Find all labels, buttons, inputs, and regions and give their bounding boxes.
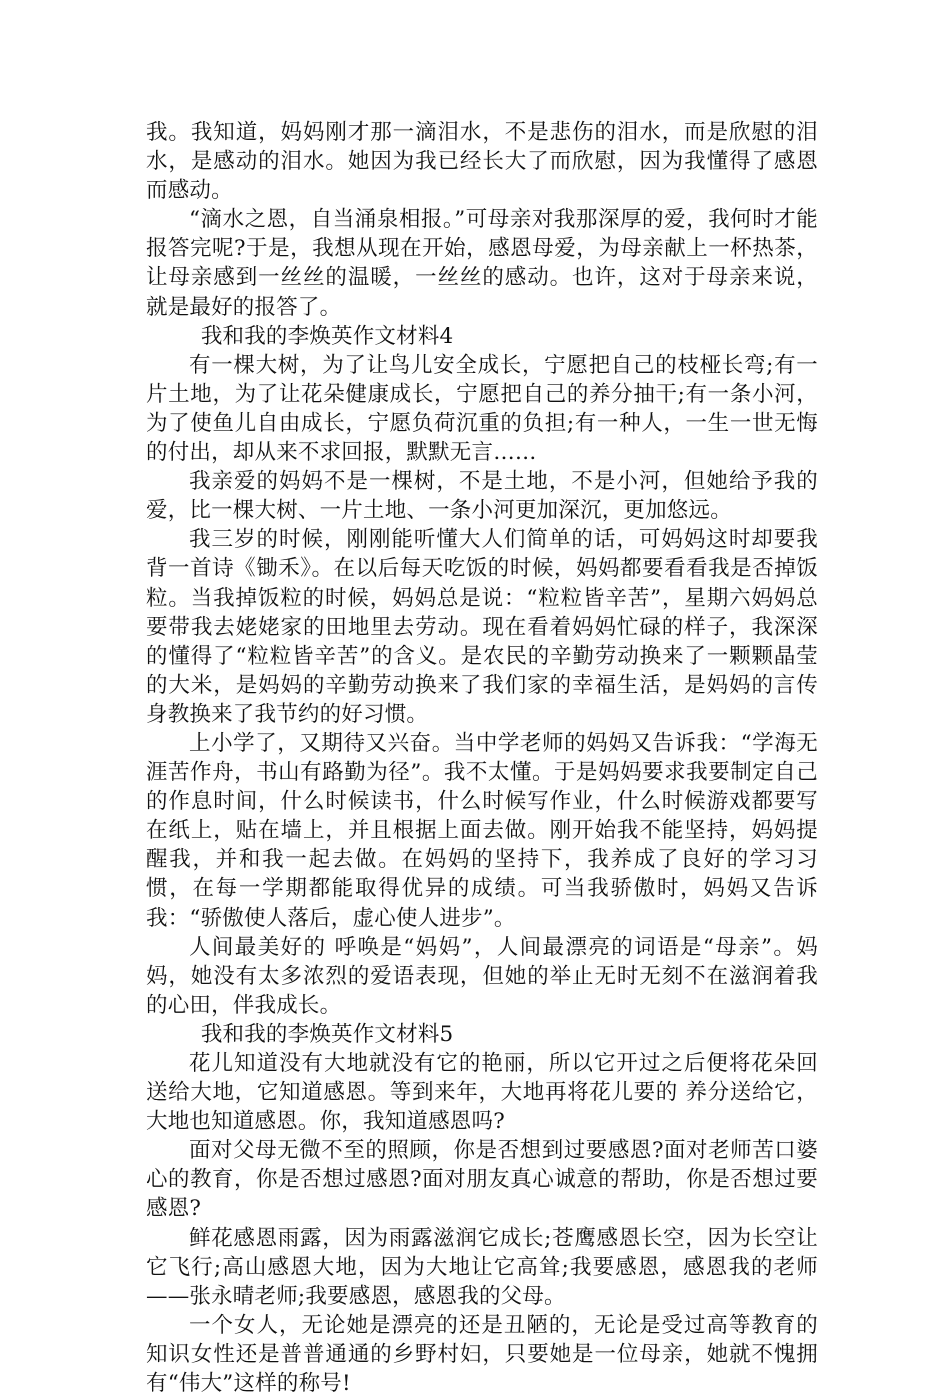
paragraph: 我三岁的时候，刚刚能听懂大人们简单的话，可妈妈这时却要我背一首诗《锄禾》。在以后每天吃饭的时候，妈妈都要看看我是否掉饭粒。当我掉饭粒的时候，妈妈总是说：“粒粒皆辛苦”，星期六妈妈总要带我去姥姥家的田地里去劳动。现在看着妈妈忙碌的样子，我深深的懂得了“粒粒皆辛苦”的含义。是农民的辛勤劳动换来了一颗颗晶莹的大米，是妈妈的辛勤劳动换来了我们家的幸福生活，是妈妈的言传身教换来了我节约的好习惯。	[146, 527, 818, 727]
section-heading: 我和我的李焕英作文材料5	[200, 1021, 454, 1047]
paragraph: 我亲爱的妈妈不是一棵树，不是土地，不是小河，但她给予我的爱，比一棵大树、一片土地、一条小河更加深沉，更加悠远。	[146, 469, 818, 524]
paragraph: 有一棵大树，为了让鸟儿安全成长，宁愿把自己的枝桠长弯;有一片土地，为了让花朵健康成长，宁愿把自己的养分抽干;有一条小河，为了使鱼儿自由成长，宁愿负荷沉重的负担;有一种人，一生一世无悔的付出，却从来不求回报，默默无言……	[146, 352, 818, 466]
paragraph: 我。我知道，妈妈刚才那一滴泪水，不是悲伤的泪水，而是欣慰的泪水，是感动的泪水。她因为我已经长大了而欣慰，因为我懂得了感恩而感动。	[146, 120, 818, 204]
paragraph: 人间最美好的 呼唤是“妈妈”，人间最漂亮的词语是“母亲”。妈妈，她没有太多浓烈的爱语表现，但她的举止无时无刻不在滋润着我的心田，伴我成长。	[146, 934, 818, 1018]
paragraph: 鲜花感恩雨露，因为雨露滋润它成长;苍鹰感恩长空，因为长空让它飞行;高山感恩大地，因为大地让它高耸;我要感恩，感恩我的老师——张永晴老师;我要感恩，感恩我的父母。	[146, 1225, 818, 1309]
paragraph: 花儿知道没有大地就没有它的艳丽，所以它开过之后便将花朵回送给大地，它知道感恩。等到来年，大地再将花儿要的 养分送给它，大地也知道感恩。你，我知道感恩吗?	[146, 1051, 818, 1135]
paragraph: 一个女人，无论她是漂亮的还是丑陋的，无论是受过高等教育的知识女性还是普普通通的乡野村妇，只要她是一位母亲，她就不愧拥有“伟大”这样的称号!	[146, 1312, 818, 1397]
paragraph: 面对父母无微不至的照顾，你是否想到过要感恩?面对老师苦口婆心的教育，你是否想过感恩?面对朋友真心诚意的帮助，你是否想过要感恩?	[146, 1138, 818, 1222]
section-heading: 我和我的李焕英作文材料4	[200, 323, 454, 349]
document-body	[146, 118, 818, 1398]
paragraph: “滴水之恩，自当涌泉相报。”可母亲对我那深厚的爱，我何时才能报答完呢?于是，我想从现在开始，感恩母爱，为母亲献上一杯热茶，让母亲感到一丝丝的温暖，一丝丝的感动。也许，这对于母亲来说，就是最好的报答了。	[146, 207, 818, 320]
paragraph: 上小学了，又期待又兴奋。当中学老师的妈妈又告诉我：“学海无涯苦作舟，书山有路勤为径”。我不太懂。于是妈妈要求我要制定自己的作息时间，什么时候读书，什么时候写作业，什么时候游戏都要写在纸上，贴在墙上，并且根据上面去做。刚开始我不能坚持，妈妈提醒我，并和我一起去做。在妈妈的坚持下，我养成了良好的学习习惯，在每一学期都能取得优异的成绩。可当我骄傲时，妈妈又告诉我：“骄傲使人落后，虚心使人进步”。	[146, 730, 818, 931]
